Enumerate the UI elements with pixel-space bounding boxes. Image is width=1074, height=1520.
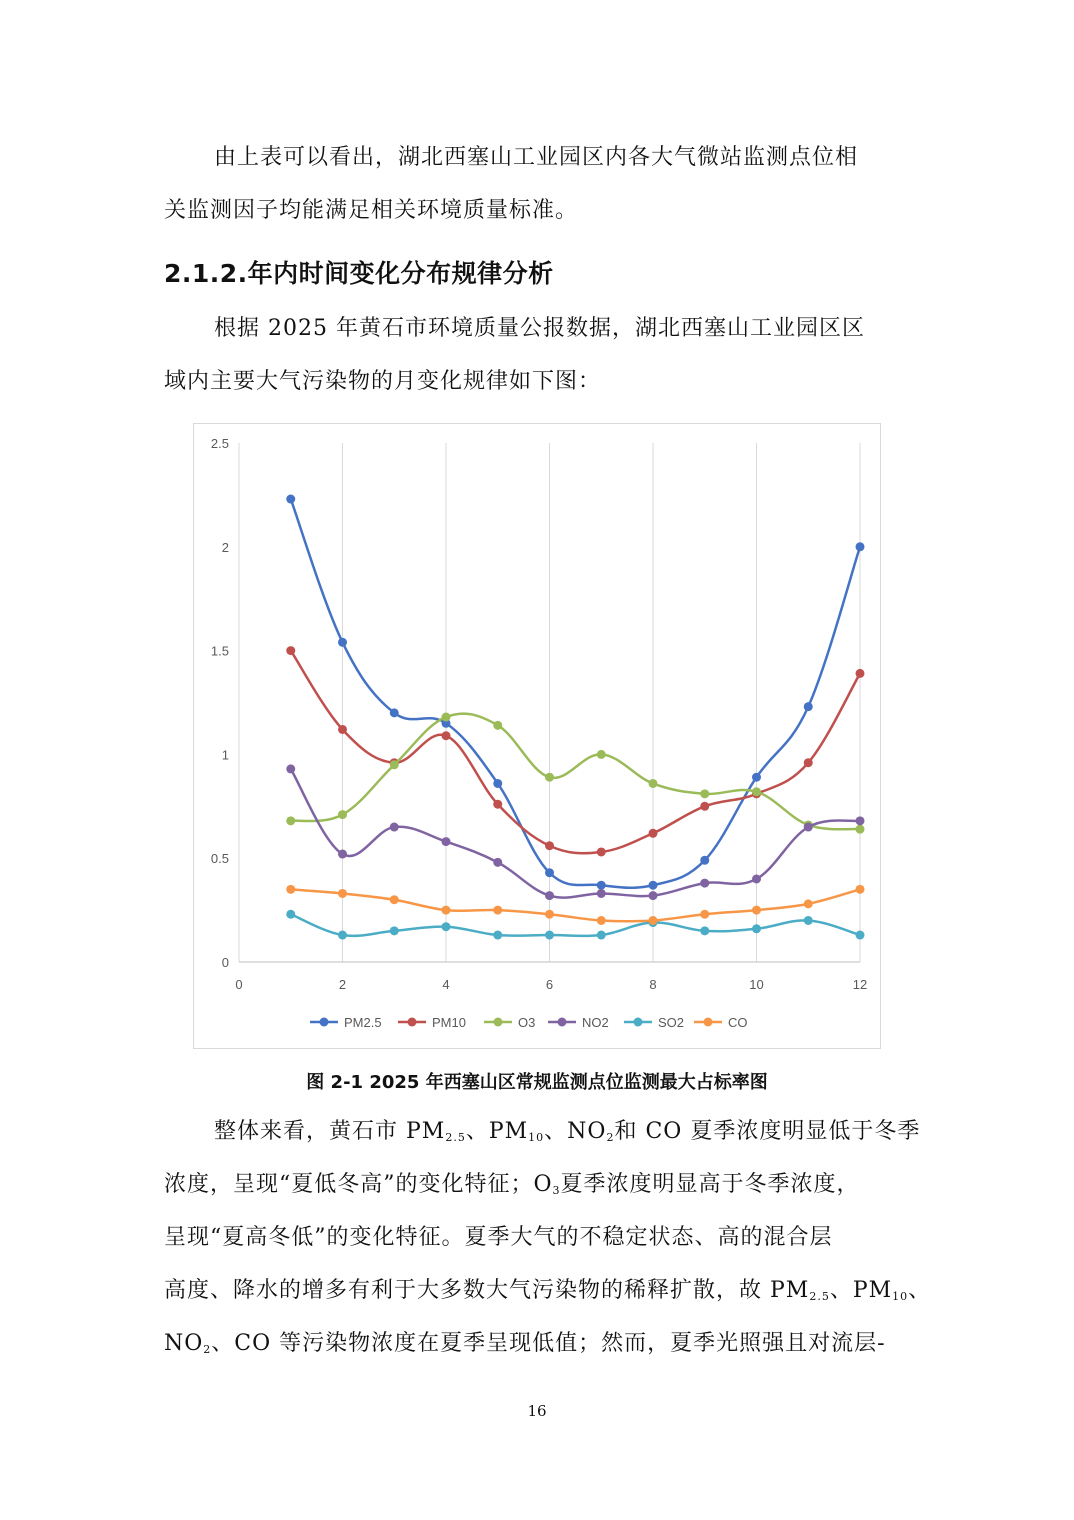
data-point-pm25: [700, 856, 709, 865]
data-point-no2: [856, 816, 865, 825]
data-point-so2: [856, 931, 865, 940]
data-point-o3: [856, 825, 865, 834]
series-line-co: [291, 889, 860, 921]
subscript: 10: [528, 1131, 545, 1144]
data-point-so2: [804, 916, 813, 925]
text-run: 整体来看，黄石市 PM: [214, 1119, 446, 1144]
data-point-pm10: [545, 841, 554, 850]
paragraph-3-cont: [164, 1158, 932, 1370]
data-point-pm10: [442, 731, 451, 740]
data-point-so2: [442, 922, 451, 931]
paragraph-1: [164, 131, 964, 184]
data-point-pm10: [700, 802, 709, 811]
text-run: 和 CO 夏季浓度明显低于冬季: [614, 1119, 921, 1144]
legend-label: PM10: [432, 1015, 466, 1030]
text-run: 、PM: [465, 1119, 529, 1144]
data-point-no2: [545, 891, 554, 900]
legend-swatch-marker: [408, 1018, 417, 1027]
data-point-co: [856, 885, 865, 894]
subscript: 2.5: [445, 1131, 466, 1144]
data-point-so2: [597, 931, 606, 940]
data-point-pm25: [856, 542, 865, 551]
data-point-no2: [390, 823, 399, 832]
y-tick-label: 1: [221, 747, 229, 763]
subscript: 2.5: [809, 1290, 830, 1303]
x-tick-label: 12: [852, 977, 868, 992]
paragraph-3-line-1: [214, 1105, 964, 1158]
y-tick-label: 2.5: [210, 436, 229, 451]
x-tick-label: 10: [749, 977, 764, 992]
legend-swatch-marker: [494, 1018, 503, 1027]
y-tick-label: 0.5: [210, 851, 229, 867]
x-tick-label: 0: [235, 977, 243, 992]
data-point-pm25: [286, 495, 295, 504]
data-point-pm25: [493, 779, 502, 788]
paragraph-3: [164, 1105, 964, 1158]
series-line-pm10: [291, 651, 860, 854]
data-point-pm10: [804, 758, 813, 767]
data-point-no2: [804, 823, 813, 832]
y-tick-label: 1.5: [210, 643, 229, 659]
data-point-so2: [700, 926, 709, 935]
subscript: 2: [606, 1131, 615, 1144]
legend-swatch-marker: [634, 1018, 643, 1027]
data-point-so2: [390, 926, 399, 935]
paragraph-2: [164, 302, 964, 355]
data-point-o3: [649, 779, 658, 788]
x-tick-label: 2: [338, 977, 347, 992]
paragraph-2-line-2: 域内主要大气污染物的月变化规律如下图：: [164, 369, 602, 394]
data-point-co: [390, 895, 399, 904]
data-point-o3: [286, 816, 295, 825]
legend-swatch-marker: [558, 1018, 567, 1027]
data-point-pm25: [390, 708, 399, 717]
data-point-o3: [700, 789, 709, 798]
legend-label: PM2.5: [344, 1015, 382, 1030]
legend-swatch-marker: [320, 1018, 329, 1027]
data-point-so2: [338, 931, 347, 940]
paragraph-3-line-2: [164, 1158, 914, 1211]
data-point-pm25: [649, 881, 658, 890]
data-point-o3: [597, 750, 606, 759]
data-point-o3: [752, 787, 761, 796]
paragraph-3-line-5: [164, 1317, 914, 1370]
data-point-co: [442, 906, 451, 915]
data-point-no2: [286, 764, 295, 773]
legend-label: CO: [728, 1015, 748, 1030]
data-point-co: [286, 885, 295, 894]
series-line-o3: [291, 714, 860, 830]
data-point-pm10: [493, 800, 502, 809]
subscript: 10: [892, 1290, 909, 1303]
x-tick-label: 4: [442, 977, 450, 992]
data-point-pm25: [597, 881, 606, 890]
text-run: 浓度，呈现“夏低冬高”的变化特征；O: [164, 1172, 553, 1197]
section-heading: 2.1.2.年内时间变化分布规律分析: [164, 259, 554, 288]
paragraph-2-cont: [164, 355, 914, 408]
data-point-no2: [649, 891, 658, 900]
text-run: 、NO: [544, 1119, 607, 1144]
data-point-pm25: [752, 773, 761, 782]
legend-label: O3: [518, 1015, 536, 1030]
data-point-pm10: [338, 725, 347, 734]
line-chart: [194, 424, 880, 1048]
data-point-no2: [700, 879, 709, 888]
data-point-o3: [442, 713, 451, 722]
paragraph-2-line-1: 根据 2025 年黄石市环境质量公报数据，湖北西塞山工业园区区: [214, 316, 865, 341]
data-point-co: [804, 899, 813, 908]
data-point-so2: [493, 931, 502, 940]
data-point-pm10: [856, 669, 865, 678]
data-point-so2: [286, 910, 295, 919]
data-point-co: [493, 906, 502, 915]
text-run: 夏季浓度明显高于冬季浓度，: [560, 1172, 860, 1197]
x-tick-label: 8: [649, 977, 657, 992]
series-line-pm25: [291, 499, 860, 888]
data-point-o3: [493, 721, 502, 730]
paragraph-1-line-1: 由上表可以看出，湖北西塞山工业园区内各大气微站监测点位相: [214, 145, 859, 170]
data-point-pm25: [804, 702, 813, 711]
data-point-so2: [752, 924, 761, 933]
data-point-pm10: [597, 847, 606, 856]
legend-swatch-marker: [704, 1018, 713, 1027]
data-point-pm10: [286, 646, 295, 655]
data-point-no2: [493, 858, 502, 867]
data-point-o3: [390, 760, 399, 769]
text-run: 、PM: [829, 1278, 893, 1303]
text-run: 、: [908, 1278, 932, 1303]
text-run: 高度、降水的增多有利于大多数大气污染物的稀释扩散，故 PM: [164, 1278, 810, 1303]
data-point-co: [752, 906, 761, 915]
y-tick-label: 2: [221, 539, 229, 555]
data-point-co: [597, 916, 606, 925]
data-point-pm25: [338, 638, 347, 647]
data-point-so2: [545, 931, 554, 940]
data-point-no2: [597, 889, 606, 898]
data-point-o3: [338, 810, 347, 819]
data-point-pm25: [545, 868, 554, 877]
data-point-o3: [545, 773, 554, 782]
paragraph-3-line-4: [164, 1264, 932, 1317]
data-point-no2: [338, 850, 347, 859]
data-point-co: [649, 916, 658, 925]
paragraph-1-line-2: 关监测因子均能满足相关环境质量标准。: [164, 198, 579, 223]
series-line-no2: [291, 769, 860, 898]
data-point-no2: [442, 837, 451, 846]
paragraph-3-line-3: 呈现“夏高冬低”的变化特征。夏季大气的不稳定状态、高的混合层: [164, 1225, 833, 1250]
paragraph-1-cont: [164, 184, 914, 237]
legend-label: SO2: [658, 1015, 685, 1030]
text-run: NO: [164, 1331, 204, 1356]
data-point-co: [338, 889, 347, 898]
data-point-no2: [752, 874, 761, 883]
text-run: 、CO 等污染物浓度在夏季呈现低值；然而，夏季光照强且对流层-: [211, 1331, 886, 1356]
subscript: 2: [203, 1343, 212, 1356]
legend-label: NO2: [582, 1015, 609, 1030]
chart-container: [193, 423, 881, 1049]
subscript: 3: [552, 1184, 561, 1197]
figure-caption: 图 2-1 2025 年西塞山区常规监测点位监测最大占标率图: [306, 1072, 768, 1093]
data-point-co: [700, 910, 709, 919]
data-point-pm10: [649, 829, 658, 838]
x-tick-label: 6: [545, 977, 554, 992]
data-point-co: [545, 910, 554, 919]
y-tick-label: 0: [221, 955, 229, 970]
page-number: 16: [527, 1402, 547, 1420]
